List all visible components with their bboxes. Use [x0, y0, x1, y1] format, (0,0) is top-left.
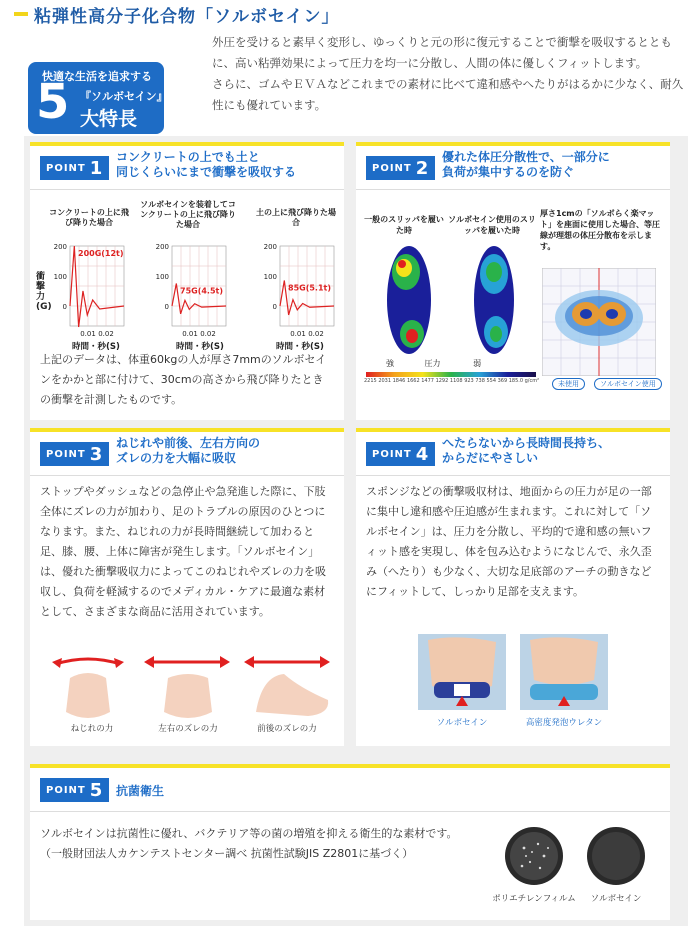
point-number: 5 [89, 779, 104, 801]
point-3-body: ストップやダッシュなどの急停止や急発進した際に、下肢全体にズレの力が加わり、足のトラブルの原因のひとつになります。また、ねじれの力が長時間継続して加わると足、膝、腰、上体に障害が発生します。「ソルボセイン」は、優れた衝撃吸収力によってこのねじれやズレの力を吸収し、負荷を軽減するのでメディカル・ケアに最適な素材として、さまざまな商品に活用されています。 [40, 485, 326, 618]
sorbothane-photo-label: ソルボセイン [436, 718, 488, 728]
chart-2-x-tick: 0.02 [200, 330, 216, 338]
point-3-header [30, 432, 344, 476]
chart-2-x-label: 時間・秒(S) [176, 342, 224, 352]
scale-pressure-label: 圧力 [424, 359, 441, 368]
impact-charts [30, 234, 344, 354]
chart-2-x-tick: 0.01 [182, 330, 198, 338]
point-label: POINT [372, 448, 412, 460]
chart-1-x-tick: 0.01 [80, 330, 96, 338]
lateral-force-label: 左右のズレの力 [158, 724, 218, 734]
point-5-body-line2: （一般財団法人カケンテストセンター調べ 抗菌性試験JIS Z2801に基づく） [40, 847, 414, 860]
point-2-badge [366, 156, 435, 180]
chart-3-peak-annotation: 85G(5.1t) [288, 283, 332, 293]
badge-line2: 『ソルボセイン』 [80, 90, 168, 103]
chart-3-y-tick: 200 [263, 243, 277, 251]
front-back-force-illustration [244, 656, 330, 716]
point-4-card [356, 428, 670, 746]
point-4-title [442, 436, 610, 466]
point-2-title [442, 150, 610, 180]
chart-1-peak-annotation: 200G(12t) [78, 249, 124, 258]
foot-pressure-maps [364, 242, 544, 362]
pressure-cap-mat: 厚さ1cmの「ソルボらく楽マット」を座面に使用した場合、等圧線が理想の体圧分散布を示します。 [540, 209, 660, 251]
chart-2-y-tick: 200 [155, 243, 169, 251]
point-1-body: 上記のデータは、体重60kgの人が厚さ7mmのソルボセインをかかと部に付けて、30cmの高さから飛び降りたときの衝撃を計測したものです。 [40, 353, 327, 406]
chart-1-x-tick: 0.02 [98, 330, 114, 338]
chart-1-y-tick: 200 [53, 243, 67, 251]
tag-sorbothane-used: ソルボセイン使用 [594, 378, 662, 390]
point-label: POINT [46, 162, 86, 174]
point-4-title-line2: からだにやさしい [442, 451, 539, 465]
badge-line3: 大特長 [80, 108, 138, 130]
chart-y-axis-label: 衝撃力(G) [36, 272, 52, 312]
point-3-title-line1: ねじれや前後、左右方向の [116, 436, 261, 450]
point-1-title-line1: コンクリートの上でも土と [116, 150, 260, 164]
point-number: 4 [415, 443, 430, 465]
urethane-heel-photo [520, 634, 608, 710]
page-title: 粘弾性高分子化合物「ソルボセイン」 [34, 6, 340, 27]
polyethylene-petri-dish [504, 826, 564, 886]
point-5-header [30, 768, 670, 812]
sorbothane-heel-photo [418, 634, 506, 710]
point-2-header [356, 146, 670, 190]
chart-3-x-tick: 0.01 [290, 330, 306, 338]
chart-2-peak-annotation: 75G(4.5t) [180, 286, 224, 296]
point-2-title-line1: 優れた体圧分散性で、一部分に [442, 150, 610, 164]
intro-paragraph-2: さらに、ゴムやＥＶＡなどこれまでの素材に比べて違和感やへたりがはるかに少なく、耐久性にも優れています。 [212, 77, 684, 112]
point-5-badge [40, 778, 109, 802]
chart-3-title: 土の上に飛び降りた場合 [256, 208, 336, 227]
twist-force-illustration [52, 658, 124, 718]
point-number: 3 [89, 443, 104, 465]
point-5-body [40, 824, 510, 864]
point-3-title [116, 436, 260, 466]
sorbothane-label: ソルボセイン [590, 894, 642, 904]
point-1-title [116, 150, 296, 180]
chart-1-y-tick: 0 [62, 303, 67, 311]
badge-number: 5 [36, 74, 70, 130]
front-back-force-label: 前後のズレの力 [257, 724, 317, 734]
foot-map-sorbothane [474, 246, 514, 354]
chart-1-y-tick: 100 [53, 273, 67, 281]
point-1-card [30, 142, 344, 420]
pressure-scale-numbers: 2215 2031 1846 1662 1477 1292 1108 923 738 554 369 185.0 g/cm² [364, 378, 540, 384]
point-label: POINT [46, 448, 86, 460]
urethane-photo-label: 高密度発泡ウレタン [525, 718, 603, 728]
point-2-title-line2: 負荷が集中するのを防ぐ [442, 165, 575, 179]
intro-text [212, 32, 686, 116]
point-label: POINT [46, 784, 86, 796]
lateral-force-illustration [144, 656, 230, 718]
point-4-header [356, 432, 670, 476]
polyethylene-label: ポリエチレンフィルム [492, 894, 576, 904]
tag-unused: 未使用 [552, 378, 585, 390]
point-5-title: 抗菌衛生 [116, 784, 165, 798]
foot-force-illustrations [38, 652, 338, 726]
point-1-badge [40, 156, 109, 180]
chart-3-x-tick: 0.02 [308, 330, 324, 338]
scale-weak-label: 弱 [473, 359, 482, 368]
point-3-card [30, 428, 344, 746]
point-3-badge [40, 442, 109, 466]
sorbothane-petri-dish [586, 826, 646, 886]
point-label: POINT [372, 162, 412, 174]
badge-line1: 快適な生活を追求する [42, 70, 152, 83]
intro-paragraph-1: 外圧を受けると素早く変形し、ゆっくりと元の形に復元することで衝撃を吸収するとともに、高い粘弾効果によって圧力を均一に分散し、人間の体に優しくフィットします。 [212, 35, 672, 70]
point-number: 2 [415, 157, 430, 179]
pressure-cap-sorbothane: ソルボセイン使用のスリッパを履いた時 [448, 215, 536, 235]
point-5-body-line1: ソルボセインは抗菌性に優れ、バクテリア等の菌の増殖を抑える衛生的な素材です。 [40, 827, 458, 840]
point-1-header [30, 146, 344, 190]
chart-2-y-tick: 100 [155, 273, 169, 281]
header-accent-dash [14, 12, 28, 16]
chart-2-title: ソルボセインを装着してコンクリートの上に飛び降りた場合 [140, 200, 236, 229]
features-badge [28, 62, 168, 134]
scale-strong-label: 強 [386, 359, 394, 368]
chart-3-y-tick: 100 [263, 273, 277, 281]
chart-3-x-label: 時間・秒(S) [276, 342, 324, 352]
pressure-scale-legend [386, 358, 526, 369]
point-1-title-line2: 同じくらいにまで衝撃を吸収する [116, 165, 297, 179]
point-number: 1 [89, 157, 104, 179]
pressure-scale-bar [366, 372, 536, 377]
chart-2-y-tick: 0 [164, 303, 169, 311]
page-header [14, 0, 340, 28]
point-5-card [30, 764, 670, 920]
point-4-body: スポンジなどの衝撃吸収材は、地面からの圧力が足の一部に集中し違和感や圧迫感が生まれます。これに対して「ソルボセイン」は、圧力を分散し、平均的で違和感の無いフィット感を実現し、体を包み込むようになじんで、永久歪み（へたり）も少なく、大切な足底部のアーチの動きなどにフィットして、しっかり足部を支えます。 [366, 485, 652, 598]
point-3-title-line2: ズレの力を大幅に吸収 [116, 451, 237, 465]
point-2-card [356, 142, 670, 420]
pressure-cap-regular: 一般のスリッパを履いた時 [364, 215, 444, 235]
point-4-title-line1: へたらないから長時間長持ち、 [442, 436, 611, 450]
foot-map-regular [387, 246, 431, 354]
chart-3-y-tick: 0 [272, 303, 277, 311]
twist-force-label: ねじれの力 [70, 724, 114, 734]
chart-1-title: コンクリートの上に飛び降りた場合 [49, 208, 129, 227]
seat-pressure-image [542, 268, 656, 376]
chart-1-x-label: 時間・秒(S) [72, 342, 120, 352]
point-4-badge [366, 442, 435, 466]
